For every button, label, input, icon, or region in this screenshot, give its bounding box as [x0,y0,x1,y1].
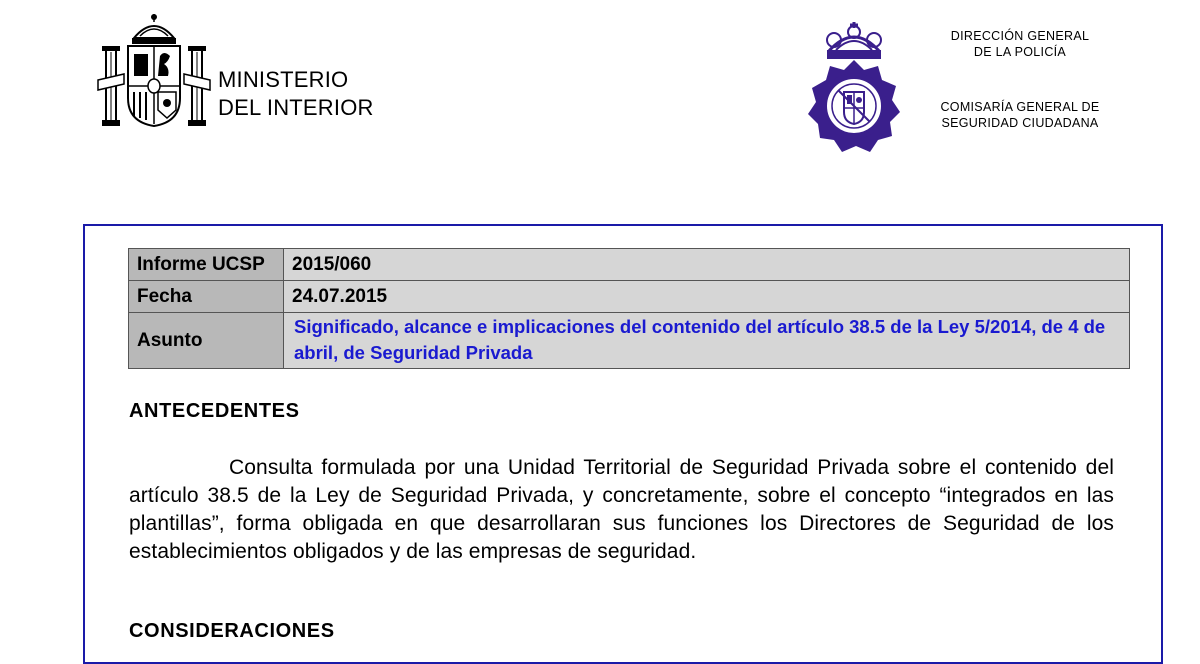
ministry-name-line-2: DEL INTERIOR [218,95,374,120]
directorate-name [900,28,1140,60]
antecedentes-text: Consulta formulada por una Unidad Territorial de Seguridad Privada sobre el contenido del artículo 38.5 de la Ley de Seguridad Privada, y concretamente, sobre el concepto “integrados en las plantillas”, forma obligada en que desarrollaran sus funciones los Directores de Seguridad de los establecimientos obligados y de las empresas de seguridad. [129,456,1114,563]
report-number: 2015/060 [284,249,1130,281]
policia-nacional-badge-icon [806,22,902,154]
table-row [129,281,1130,313]
antecedentes-paragraph [129,454,1114,566]
directorate-line-2: DE LA POLICÍA [973,45,1067,59]
table-row [129,249,1130,281]
ministry-name-line-1: MINISTERIO [218,67,349,92]
commissariat-line-1: COMISARÍA GENERAL DE [940,100,1100,114]
report-label: Informe UCSP [129,249,284,281]
section-heading-consideraciones: CONSIDERACIONES [129,620,335,642]
date-value: 24.07.2015 [284,281,1130,313]
directorate-line-1: DIRECCIÓN GENERAL [950,29,1090,43]
table-row [129,313,1130,369]
report-info-table [128,248,1130,369]
subject-value: Significado, alcance e implicaciones del contenido del artículo 38.5 de la Ley 5/2014, de 4 de abril, de Seguridad Privada [284,313,1130,369]
section-heading-antecedentes: ANTECEDENTES [129,400,300,422]
commissariat-line-2: SEGURIDAD CIUDADANA [941,116,1099,130]
date-label: Fecha [129,281,284,313]
ministry-letterhead [94,10,394,136]
subject-label: Asunto [129,313,284,369]
spain-coat-of-arms-icon [94,10,214,134]
commissariat-name [900,99,1140,131]
ministry-name [218,66,374,122]
